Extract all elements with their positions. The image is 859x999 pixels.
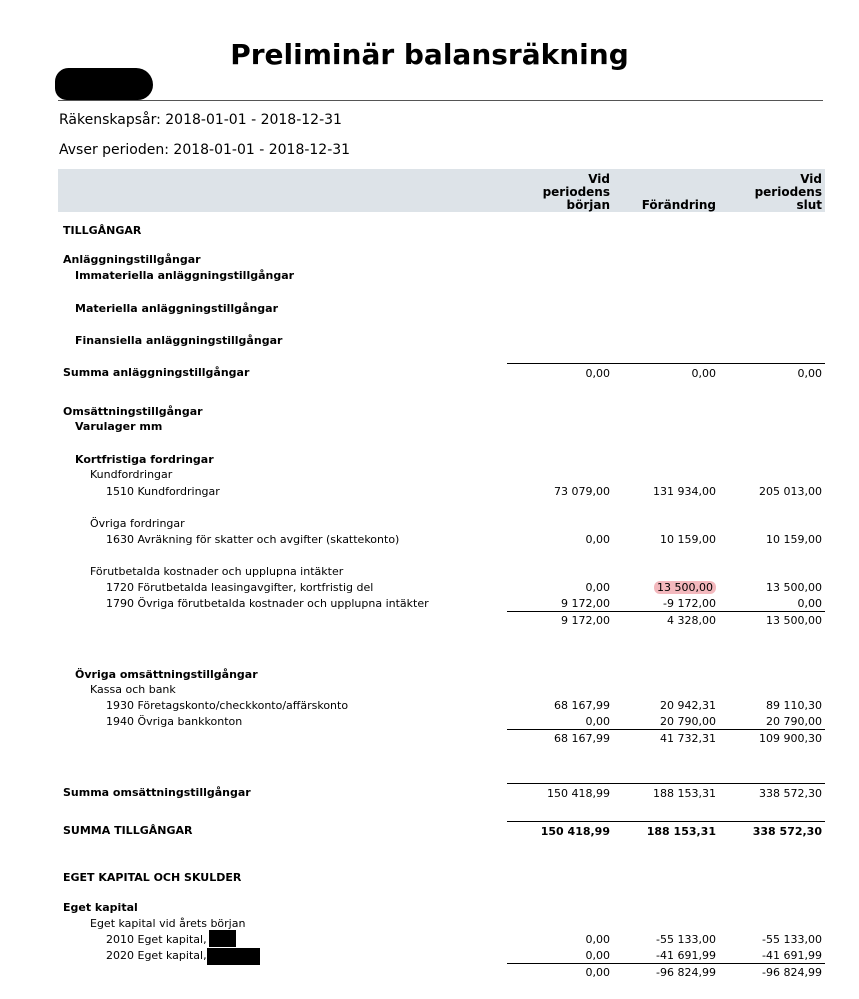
account-1940-end: 20 790,00	[766, 715, 822, 728]
account-1790-end: 0,00	[797, 597, 822, 610]
column-header-end: Vid periodens slut	[754, 172, 822, 212]
group-ek-arets-borjan: Eget kapital vid årets början	[90, 917, 246, 930]
subtotal-line	[507, 729, 825, 730]
section-kortfristiga: Kortfristiga fordringar	[75, 453, 214, 466]
account-1630-start: 0,00	[585, 533, 610, 546]
account-1510-end: 205 013,00	[759, 485, 822, 498]
summa-omsattning-label: Summa omsättningstillgångar	[63, 786, 251, 799]
section-omsattning: Omsättningstillgångar	[63, 405, 203, 418]
section-materiella: Materiella anläggningstillgångar	[75, 302, 279, 315]
section-eget-kapital-skulder: EGET KAPITAL OCH SKULDER	[63, 871, 242, 884]
sub-forutbetalda-end: 13 500,00	[766, 614, 822, 627]
summa-anlaggning-change: 0,00	[691, 367, 716, 380]
summa-tillgangar-start: 150 418,99	[540, 825, 610, 838]
summa-omsattning-end: 338 572,30	[759, 787, 822, 800]
account-1510-label: 1510 Kundfordringar	[106, 485, 220, 498]
account-1630-end: 10 159,00	[766, 533, 822, 546]
account-2020-start: 0,00	[585, 949, 610, 962]
account-1630-change: 10 159,00	[660, 533, 716, 546]
column-header-start: Vid periodens början	[542, 172, 610, 212]
account-1940-start: 0,00	[585, 715, 610, 728]
summa-anlaggning-label: Summa anläggningstillgångar	[63, 366, 250, 379]
period: Avser perioden: 2018-01-01 - 2018-12-31	[59, 142, 351, 158]
sub-forutbetalda-start: 9 172,00	[561, 614, 610, 627]
account-2020-change: -41 691,99	[656, 949, 716, 962]
account-1720-change-highlight: 13 500,00	[654, 581, 716, 594]
fiscal-year: Räkenskapsår: 2018-01-01 - 2018-12-31	[59, 112, 342, 128]
title-divider	[58, 100, 823, 101]
total-line	[507, 821, 825, 822]
account-1720-end: 13 500,00	[766, 581, 822, 594]
summa-tillgangar-label: SUMMA TILLGÅNGAR	[63, 824, 193, 837]
sub-kassa-start: 68 167,99	[554, 732, 610, 745]
sub-kassa-change: 41 732,31	[660, 732, 716, 745]
sub-forutbetalda-change: 4 328,00	[667, 614, 716, 627]
summa-omsattning-change: 188 153,31	[653, 787, 716, 800]
account-1940-label: 1940 Övriga bankkonton	[106, 715, 243, 728]
group-kundfordringar: Kundfordringar	[90, 468, 173, 481]
redacted-owner-name	[207, 948, 260, 965]
sub-ek-end: -96 824,99	[762, 966, 822, 979]
account-1930-end: 89 110,30	[766, 699, 822, 712]
group-kassa-bank: Kassa och bank	[90, 683, 176, 696]
account-1510-start: 73 079,00	[554, 485, 610, 498]
summa-tillgangar-change: 188 153,31	[646, 825, 716, 838]
subtotal-line	[507, 963, 825, 964]
total-line	[507, 783, 825, 784]
page-title: Preliminär balansräkning	[230, 38, 629, 71]
section-varulager: Varulager mm	[75, 420, 163, 433]
group-ovriga-fordringar: Övriga fordringar	[90, 517, 185, 530]
account-1930-change: 20 942,31	[660, 699, 716, 712]
account-2010-change: -55 133,00	[656, 933, 716, 946]
account-2020-end: -41 691,99	[762, 949, 822, 962]
redacted-owner-name	[209, 930, 236, 947]
total-line	[507, 363, 825, 364]
column-header-change: Förändring	[641, 198, 716, 212]
sub-ek-change: -96 824,99	[656, 966, 716, 979]
summa-anlaggning-end: 0,00	[797, 367, 822, 380]
section-finansiella: Finansiella anläggningstillgångar	[75, 334, 283, 347]
account-1790-start: 9 172,00	[561, 597, 610, 610]
summa-anlaggning-start: 0,00	[585, 367, 610, 380]
redacted-company-name	[55, 68, 153, 100]
account-1510-change: 131 934,00	[653, 485, 716, 498]
section-tillgangar: TILLGÅNGAR	[63, 224, 142, 237]
account-1630-label: 1630 Avräkning för skatter och avgifter (skattekonto)	[106, 533, 400, 546]
account-1720-change-cell	[606, 581, 716, 594]
group-forutbetalda: Förutbetalda kostnader och upplupna intäkter	[90, 565, 344, 578]
account-1720-start: 0,00	[585, 581, 610, 594]
summa-omsattning-start: 150 418,99	[547, 787, 610, 800]
sub-kassa-end: 109 900,30	[759, 732, 822, 745]
account-1940-change: 20 790,00	[660, 715, 716, 728]
account-1790-label: 1790 Övriga förutbetalda kostnader och upplupna intäkter	[106, 597, 429, 610]
sub-ek-start: 0,00	[585, 966, 610, 979]
section-eget-kapital: Eget kapital	[63, 901, 138, 914]
subtotal-line	[507, 611, 825, 612]
account-2010-label: 2010 Eget kapital,	[106, 933, 207, 946]
account-1930-start: 68 167,99	[554, 699, 610, 712]
account-1720-label: 1720 Förutbetalda leasingavgifter, kortfristig del	[106, 581, 374, 594]
account-2010-end: -55 133,00	[762, 933, 822, 946]
account-2020-label: 2020 Eget kapital,	[106, 949, 207, 962]
summa-tillgangar-end: 338 572,30	[752, 825, 822, 838]
section-immateriella: Immateriella anläggningstillgångar	[75, 269, 295, 282]
account-2010-start: 0,00	[585, 933, 610, 946]
account-1790-change: -9 172,00	[663, 597, 716, 610]
account-1930-label: 1930 Företagskonto/checkkonto/affärskonto	[106, 699, 349, 712]
section-anlaggning: Anläggningstillgångar	[63, 253, 201, 266]
section-ovriga-omsattning: Övriga omsättningstillgångar	[75, 668, 258, 681]
